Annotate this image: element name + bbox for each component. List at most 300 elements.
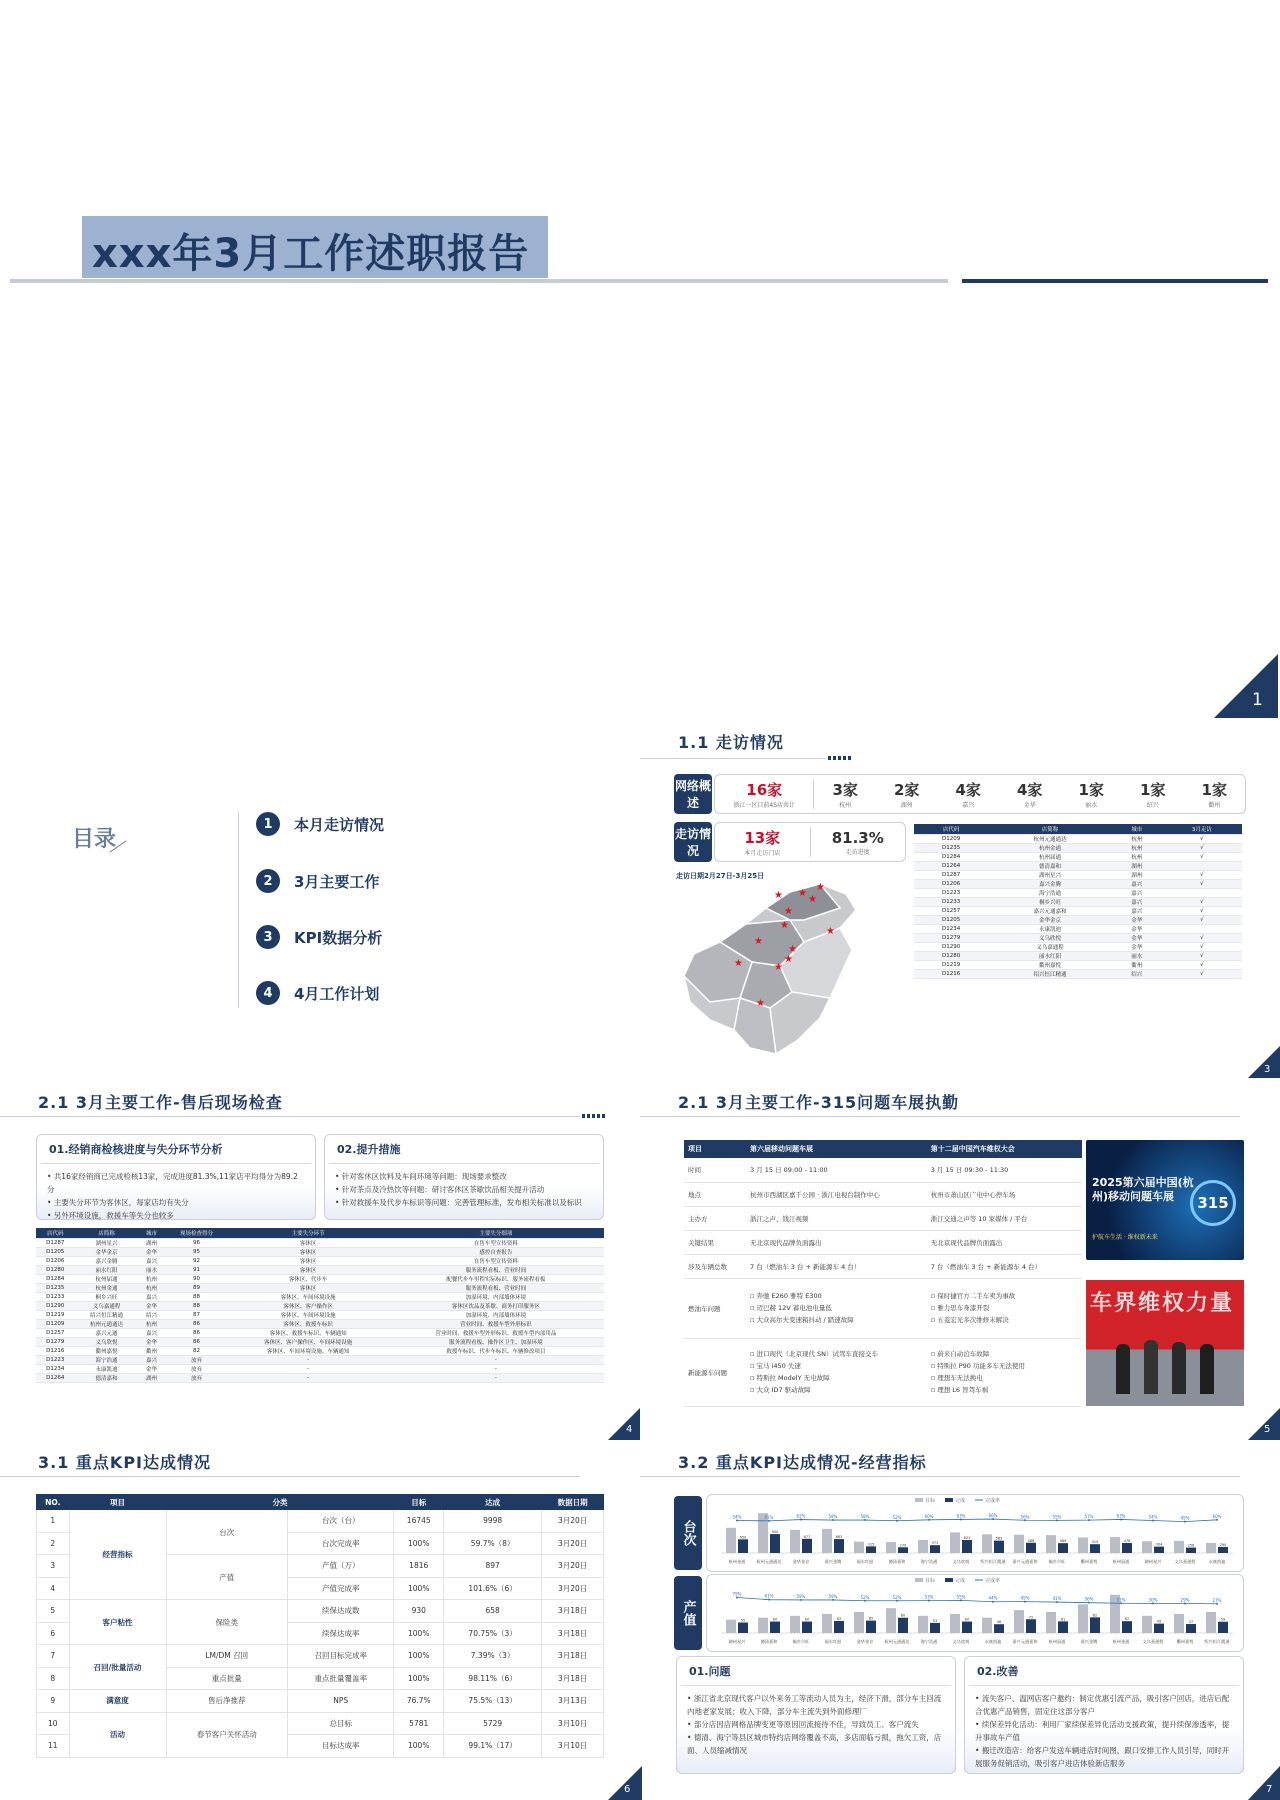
toc-item[interactable] (256, 925, 382, 949)
show-row-label: 地点 (684, 1182, 746, 1206)
inspection-table-cell: 杭州元通通达 (74, 1319, 138, 1328)
inspection-table-cell: 90 (164, 1274, 228, 1283)
visit-date-range: 走访日期2月27日-3月25日 (676, 872, 765, 880)
kpi-actual: 658 (443, 1600, 541, 1623)
bar-value-label: 621 (963, 1535, 971, 1540)
inspection-table-cell: 客休区、车间环境设施、车辆通知 (228, 1346, 387, 1355)
kpi-no: 3 (37, 1555, 70, 1578)
bar-target (854, 1612, 864, 1633)
visits-table-cell: √ (1162, 942, 1242, 951)
kpi-date: 3月20日 (542, 1577, 604, 1600)
inspection-table-row (36, 1247, 604, 1256)
network-stat-caption: 嘉兴 (962, 802, 975, 809)
measures-box-title: 02.提升措施 (329, 1135, 599, 1164)
inspection-table-cell: 86 (164, 1337, 228, 1346)
toc-item-label: KPI数据分析 (294, 928, 383, 947)
inspection-table-cell: 桐乡兴旺 (74, 1292, 138, 1301)
rate-label: 45% (1180, 1515, 1190, 1521)
bar-actual (802, 1622, 812, 1633)
inspection-table-cell: 客休区、代步车 (228, 1274, 387, 1283)
map-marker: ★ (734, 958, 743, 969)
kpi-subcategory: 春节客户关怀活动 (166, 1712, 287, 1757)
kpi-actual: 101.6%（6） (443, 1577, 541, 1600)
x-tick-label: 杭州金通 (728, 1559, 746, 1564)
bar-target (1142, 1541, 1152, 1553)
visit-stat (811, 829, 906, 856)
x-tick-label: 义乌欣悦 (952, 1639, 970, 1644)
legend-label: 完成 (955, 1578, 966, 1584)
inspection-table-row (36, 1265, 604, 1274)
map-marker: ★ (798, 888, 807, 899)
show-table (684, 1140, 1082, 1407)
inspection-table-cell: 救援车标识、代步车标识、车辆修改项目 (388, 1346, 604, 1355)
bar-value-label: 63 (836, 1616, 842, 1621)
kpi-item: 重点批量覆盖率 (287, 1667, 394, 1690)
visits-table-row (914, 942, 1242, 951)
visits-table-cell: √ (1162, 960, 1242, 969)
inspection-table-cell: 在售车型宣传资料 (388, 1256, 604, 1265)
show-row (684, 1182, 1082, 1206)
bar-target (1206, 1543, 1216, 1553)
inspection-table-cell: 客休区 (228, 1265, 387, 1274)
network-stat (999, 779, 1061, 809)
inspection-table-cell: 客休区、救援车标识、车辆通知 (228, 1328, 387, 1337)
visits-table (914, 824, 1242, 979)
visits-table-cell: 丽水 (1112, 951, 1162, 960)
map-marker: ★ (816, 882, 825, 893)
rate-label: 52% (860, 1594, 870, 1600)
kpi-date: 3月18日 (542, 1600, 604, 1623)
bar-value-label: 304 (1155, 1542, 1163, 1547)
inspection-table-cell: D1205 (36, 1247, 74, 1256)
visit-stat-value: 81.3% (831, 828, 884, 847)
bar-value-label: 80 (900, 1613, 906, 1618)
section-dots (828, 756, 852, 760)
inspection-table-cell: 91 (164, 1265, 228, 1274)
network-stat-value: 4家 (955, 781, 981, 799)
bar-value-label: 82 (1092, 1613, 1098, 1618)
kpi-item: 产值完成率 (287, 1577, 394, 1600)
toc-item-label: 4月工作计划 (294, 984, 380, 1003)
bar-target (982, 1618, 992, 1633)
visits-table-row (914, 879, 1242, 888)
x-tick-label: 丽水红阳 (824, 1639, 842, 1644)
inspection-table-cell: D1279 (36, 1337, 74, 1346)
cover-divider-left (10, 279, 948, 283)
inspection-table-cell: 湖州 (138, 1238, 164, 1247)
inspection-table-cell: D1209 (36, 1319, 74, 1328)
kpi-header: NO. (37, 1495, 70, 1510)
section-rule (640, 758, 826, 759)
bar-actual (930, 1623, 940, 1633)
kpi-actual: 897 (443, 1555, 541, 1578)
bar-actual (738, 1623, 748, 1634)
inspection-table-cell: 营业时间、救援车型外形标识、救援车型内部用品 (388, 1328, 604, 1337)
show-cell-list (931, 1290, 1078, 1326)
section-rule (640, 1116, 1240, 1117)
map-marker: ★ (774, 890, 783, 901)
inspection-table-cell: 客休区、客户操作区、车间环境设施 (228, 1337, 387, 1346)
inspection-table-cell: 88 (164, 1292, 228, 1301)
rate-label: 60% (924, 1513, 934, 1519)
toc-item[interactable] (256, 812, 384, 836)
bar-target (1046, 1612, 1056, 1633)
inspection-table-cell: 客休区、客户操作区 (228, 1301, 387, 1310)
legend-label: 完成率 (985, 1578, 1001, 1584)
visits-table-cell: 嘉兴 (1112, 897, 1162, 906)
visits-table-cell: √ (1162, 843, 1242, 852)
kpi-header: 分类 (166, 1495, 394, 1510)
visits-table-cell: 绍兴恒江精通 (988, 969, 1112, 978)
x-tick-label: 湖州星兴 (1144, 1559, 1162, 1564)
inspection-table-cell: D1264 (36, 1373, 74, 1382)
inspection-table-header: 城市 (138, 1228, 164, 1238)
bar-value-label: 290 (1219, 1542, 1227, 1547)
section-rule (0, 1476, 580, 1477)
x-tick-label: 绍兴恒江精通 (1204, 1639, 1230, 1644)
visit-stats-card (714, 822, 906, 862)
section-dots (582, 1114, 606, 1118)
poster-subtitle: 护航车生活 · 维权新未来 (1092, 1234, 1158, 1241)
bar-target (1174, 1614, 1184, 1633)
bar-value-label: 60 (964, 1617, 970, 1622)
kpi-header: 目标 (394, 1495, 443, 1510)
bar-actual (898, 1547, 908, 1553)
x-tick-label: 永康凯迪 (984, 1639, 1002, 1644)
show-cell: 7 台（燃油车 3 台 + 新能源车 4 台） (927, 1254, 1082, 1278)
poster-315-badge: 315 (1190, 1180, 1236, 1226)
bar-actual (1154, 1624, 1164, 1633)
page-number: 4 (626, 1424, 633, 1435)
x-tick-label: 金华金京 (856, 1639, 874, 1644)
bar-value-label: 270 (899, 1543, 907, 1548)
show-cell-item: ▫ 进口现代（北京现代 SN）试驾车直接交车 (750, 1348, 923, 1360)
kpi-subcategory: 保险类 (166, 1600, 287, 1645)
visits-table-cell: D1257 (914, 906, 988, 915)
bar-target (790, 1530, 800, 1553)
kpi-table (36, 1494, 604, 1758)
inspection-table-cell: 湖州 (138, 1373, 164, 1382)
issues-box (676, 1656, 956, 1774)
rate-label: 55% (1052, 1514, 1062, 1520)
show-cell-item: ▫ 保时捷官方二手车卖为事故 (931, 1290, 1078, 1302)
inspection-table-cell: 湖州星兴 (74, 1238, 138, 1247)
x-tick-label: 金华金京 (792, 1559, 810, 1564)
bar-target (982, 1534, 992, 1553)
x-tick-label: 永康凯迪 (1208, 1559, 1226, 1564)
bar-value-label: 258 (1187, 1543, 1195, 1548)
page-corner (1214, 654, 1278, 718)
kpi-actual: 59.7%（8） (443, 1532, 541, 1555)
network-stats-card (714, 774, 1246, 814)
visits-table-cell (1162, 924, 1242, 933)
kpi-date: 3月13日 (542, 1690, 604, 1713)
kpi-target: 100% (394, 1645, 443, 1668)
inspection-table-cell: 服务流程看板、营业时间 (388, 1265, 604, 1274)
bar-actual (834, 1539, 844, 1553)
bar-target (1078, 1604, 1088, 1633)
rate-label: 60% (1212, 1513, 1222, 1519)
analysis-box-title: 01.经销商检核进度与失分环节分析 (41, 1135, 311, 1164)
rate-label: 41% (1052, 1596, 1062, 1602)
kpi-header: 数据日期 (542, 1495, 604, 1510)
show-cell-item: ▫ 理想车无法换电 (931, 1372, 1078, 1384)
bar-value-label: 650 (739, 1535, 747, 1540)
visits-table-cell: 杭州届通 (988, 852, 1112, 861)
show-cell-item: ▫ 宝马 i450 失速 (750, 1360, 923, 1372)
toc-item[interactable] (256, 981, 379, 1005)
inspection-table-cell: - (388, 1355, 604, 1364)
bar-value-label: 47 (1188, 1620, 1194, 1625)
show-header: 第六届移动问题车展 (746, 1140, 927, 1158)
visits-table-cell: D1280 (914, 951, 988, 960)
page-number: 1 (1252, 690, 1263, 710)
show-cell: 3 月 15 日 09:30 - 11:30 (927, 1158, 1082, 1182)
visits-table-cell: √ (1162, 834, 1242, 843)
inspection-table-cell: 绍兴恒江精通 (74, 1310, 138, 1319)
show-poster (1086, 1140, 1244, 1260)
bar-actual (1026, 1543, 1036, 1553)
section-rule (0, 1116, 580, 1117)
visits-table-cell: √ (1162, 906, 1242, 915)
visits-table-cell: 嘉兴金腾 (988, 879, 1112, 888)
inspection-table-cell: 加湿环境、内部墙体环境 (388, 1292, 604, 1301)
chart1-label: 台次 (674, 1496, 702, 1570)
visits-table-row (914, 933, 1242, 942)
kpi-item: 续保达成率 (287, 1622, 394, 1645)
chart2-label: 产值 (674, 1576, 702, 1650)
bar-actual (802, 1539, 812, 1553)
show-cell-list (750, 1348, 923, 1396)
network-stat-value: 1家 (1140, 781, 1166, 799)
visits-table-row (914, 897, 1242, 906)
show-row (684, 1254, 1082, 1278)
inspection-table-cell: D1234 (36, 1364, 74, 1373)
inspection-table-cell: 客休区 (228, 1256, 387, 1265)
kpi-actual: 9998 (443, 1510, 541, 1533)
legend-swatch-target (915, 1498, 923, 1502)
kpi-row (37, 1645, 604, 1668)
inspection-table-row (36, 1337, 604, 1346)
kpi-subcategory: LM/DM 召回 (166, 1645, 287, 1668)
bar-actual (898, 1618, 908, 1633)
show-row (684, 1158, 1082, 1182)
inspection-table-row (36, 1301, 604, 1310)
kpi-item: 总目标 (287, 1712, 394, 1735)
x-tick-label: 海宁浩通 (920, 1639, 938, 1644)
visits-table-cell: 杭州 (1112, 852, 1162, 861)
visits-table-header: 城市 (1112, 824, 1162, 834)
kpi-target: 76.7% (394, 1690, 443, 1713)
x-tick-label: 湖州星兴 (728, 1639, 746, 1644)
show-row (684, 1230, 1082, 1254)
legend-label: 完成率 (985, 1498, 1001, 1504)
inspection-table-cell: 嘉兴 (138, 1292, 164, 1301)
map-marker: ★ (826, 926, 835, 937)
network-stat-value: 1家 (1078, 781, 1104, 799)
network-stat-value: 1家 (1201, 781, 1227, 799)
visits-table-cell: D1234 (914, 924, 988, 933)
visits-table-cell: √ (1162, 933, 1242, 942)
section-rule (640, 1476, 1240, 1477)
ops-title: 3.2 重点KPI达成情况-经营指标 (678, 1453, 927, 1472)
bar-value-label: 49 (1156, 1619, 1162, 1624)
bar-target (1142, 1616, 1152, 1633)
bar-target (726, 1620, 736, 1633)
inspection-table-cell: 义乌欣悦 (74, 1337, 138, 1346)
toc-item[interactable] (256, 869, 379, 893)
inspection-table-cell: 感控自查报告 (388, 1247, 604, 1256)
x-tick-label: 嘉兴金腾 (1080, 1639, 1098, 1644)
analysis-item: • 另外环境设施，救援车等失分也较多 (47, 1209, 305, 1222)
inspection-table-header: 店简称 (74, 1228, 138, 1238)
inspection-table-cell: - (228, 1373, 387, 1382)
bar-value-label: 589 (995, 1536, 1003, 1541)
show-cell: 无北京现代品牌负面露出 (746, 1230, 927, 1254)
inspection-table-cell: 金华金京 (74, 1247, 138, 1256)
x-tick-label: 嘉兴元通嘉和 (1012, 1639, 1038, 1644)
bar-actual (962, 1622, 972, 1633)
page-number: 5 (1264, 1424, 1271, 1435)
visits-table-cell (1162, 888, 1242, 897)
visits-table-cell: 嘉兴 (1112, 906, 1162, 915)
inspection-table (36, 1228, 604, 1383)
toc-item-number: 3 (256, 925, 280, 949)
improve-item: • 续保差异化活动：利用厂家续保差异化活动支援政策，提升续保渗透率，提升事故车产值 (975, 1718, 1233, 1744)
inspection-table-cell: 杭州届通 (74, 1274, 138, 1283)
kpi-row (37, 1510, 604, 1533)
show-row-label: 燃油车问题 (684, 1278, 746, 1338)
show-cell-item: ▫ 雅力思车身漆开裂 (931, 1302, 1078, 1314)
kpi-subcategory: 重点批量 (166, 1667, 287, 1690)
poster-title: 2025第六届中国(杭州)移动问题车展 (1092, 1176, 1194, 1203)
page-number: 6 (624, 1784, 631, 1795)
kpi-no: 6 (37, 1622, 70, 1645)
visits-table-row (914, 861, 1242, 870)
bar-actual (1154, 1547, 1164, 1553)
cover-divider-right (962, 279, 1268, 283)
kpi-no: 7 (37, 1645, 70, 1668)
bar-value-label: 55 (740, 1618, 746, 1623)
map-marker: ★ (774, 962, 783, 973)
legend-label: 完成 (955, 1498, 966, 1504)
issue-item: • 部分店因店网格品牌变更等原因回流接待不佳，导致员工、客户流失 (687, 1718, 945, 1731)
visits-table-row (914, 951, 1242, 960)
inspection-table-cell: 德清嘉和 (74, 1373, 138, 1382)
analysis-list (37, 1164, 315, 1228)
kpi-row (37, 1690, 604, 1713)
inspection-table-row (36, 1373, 604, 1382)
visits-table-cell: 义乌嘉通程 (988, 942, 1112, 951)
bar-actual (1058, 1543, 1068, 1553)
bar-actual (1058, 1621, 1068, 1633)
visits-table-cell: 杭州 (1112, 834, 1162, 843)
visits-table-cell: D1233 (914, 897, 988, 906)
x-tick-label: 丽水红阳 (856, 1559, 874, 1564)
analysis-box (36, 1134, 316, 1220)
kpi-no: 8 (37, 1667, 70, 1690)
measures-box (324, 1134, 604, 1220)
show-cell-item: ▫ 奔驰 E260 雅特 E300 (750, 1290, 923, 1302)
rate-label: 53% (924, 1594, 934, 1600)
kpi-header: 达成 (443, 1495, 541, 1510)
visits-table-cell: √ (1162, 897, 1242, 906)
inspection-table-row (36, 1328, 604, 1337)
visits-table-cell: 湖州星兴 (988, 870, 1112, 879)
inspection-table-cell: 嘉兴 (138, 1355, 164, 1364)
visits-table-cell: √ (1162, 915, 1242, 924)
rate-label: 61% (764, 1593, 774, 1599)
visits-table-cell: 杭州 (1112, 843, 1162, 852)
inspection-table-cell: 82 (164, 1346, 228, 1355)
show-cell: 7 台（燃油车 3 台 + 新能源车 4 台） (746, 1254, 927, 1278)
bar-target (822, 1529, 832, 1553)
map-marker: ★ (784, 906, 793, 917)
x-tick-label: 杭州元通通达 (884, 1639, 910, 1644)
visits-table-cell: √ (1162, 870, 1242, 879)
rate-label: 30% (1148, 1597, 1158, 1603)
inspection-table-cell: D1219 (36, 1310, 74, 1319)
inspection-table-cell: 绍兴 (138, 1310, 164, 1319)
inspection-table-row (36, 1256, 604, 1265)
kpi-subcategory: 台次 (166, 1510, 287, 1555)
person-figure (1144, 1340, 1158, 1394)
bar-actual (1186, 1548, 1196, 1553)
network-stat-caption: 湖州 (900, 802, 913, 809)
visits-table-cell: D1235 (914, 843, 988, 852)
visits-table-cell: 衢州嘉悦 (988, 960, 1112, 969)
kpi-no: 1 (37, 1510, 70, 1533)
analysis-item: • 共16家经销商已完成检核13家，完成进度81.3%,11家店平均得分为89.2分 (47, 1170, 305, 1196)
bar-actual (1090, 1617, 1100, 1633)
bar-value-label: 488 (1027, 1538, 1035, 1543)
bar-target (886, 1542, 896, 1553)
inspection-table-header: 主要失分环节 (228, 1228, 387, 1238)
bar-actual (1122, 1543, 1132, 1553)
kpi-no: 10 (37, 1712, 70, 1735)
show-row-label: 主办方 (684, 1206, 746, 1230)
show-cell: 杭州市西湖区嘉千公园 · 浙江电视台制作中心 (746, 1182, 927, 1206)
bar-actual (930, 1545, 940, 1553)
visits-title: 1.1 走访情况 (678, 733, 784, 752)
measures-item: • 针对救援车及代步车标识等问题：完善管理标准，发布相关标准以及标识 (335, 1196, 593, 1209)
inspection-table-cell: 放弃 (164, 1364, 228, 1373)
person-figure (1200, 1344, 1214, 1394)
show-cell (927, 1338, 1082, 1406)
inspection-table-cell: 客休区、车间环境设施 (228, 1292, 387, 1301)
bar-actual (770, 1534, 780, 1553)
issues-title: 01.问题 (681, 1657, 951, 1686)
network-stat (1060, 779, 1122, 809)
kpi-row (37, 1712, 604, 1735)
show-cell-item: ▫ 特斯拉 ModelY 无电故障 (750, 1372, 923, 1384)
bar-actual (866, 1546, 876, 1553)
legend-swatch-target (915, 1578, 923, 1582)
kpi-date: 3月10日 (542, 1712, 604, 1735)
inspection-table-cell: 丽水红阳 (74, 1265, 138, 1274)
visits-table-cell: 海宁浩通 (988, 888, 1112, 897)
x-tick-label: 桐乡兴旺 (792, 1639, 810, 1644)
inspection-table-cell: 衢州 (138, 1346, 164, 1355)
x-tick-label: 杭州金通 (1112, 1639, 1130, 1644)
show-cell (927, 1278, 1082, 1338)
visits-table-row (914, 888, 1242, 897)
bar-target (1014, 1610, 1024, 1633)
bar-target (790, 1616, 800, 1633)
show-row (684, 1338, 1082, 1406)
kpi-target: 100% (394, 1577, 443, 1600)
visits-table-cell: 金华金京 (988, 915, 1112, 924)
